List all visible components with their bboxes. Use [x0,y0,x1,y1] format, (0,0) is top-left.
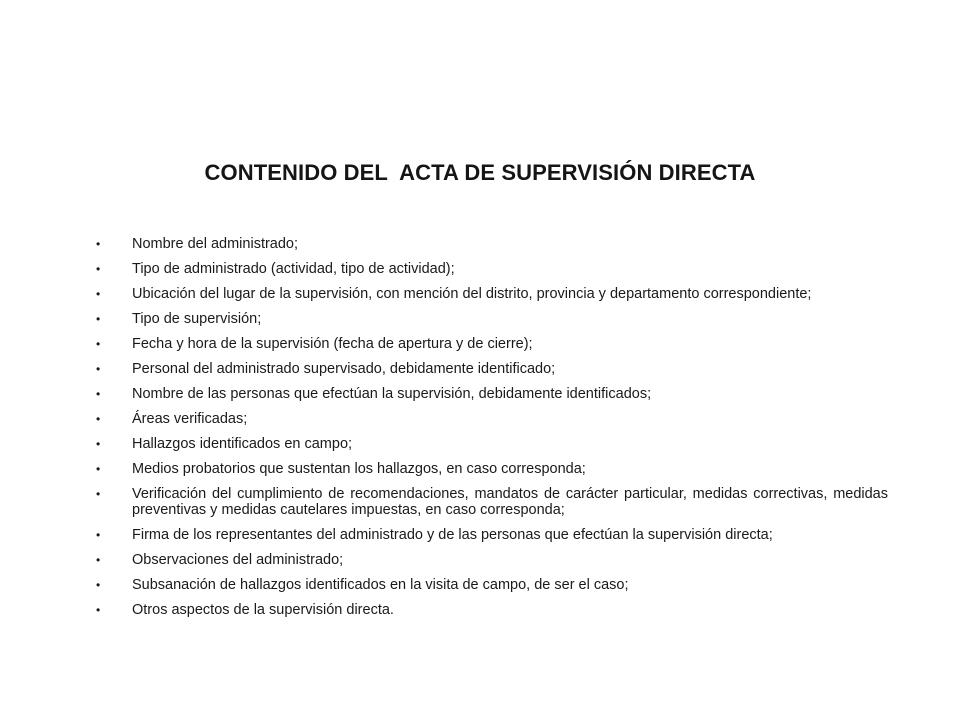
bullet-icon: • [96,603,101,617]
list-item-text: Verificación del cumplimiento de recomendaciones, mandatos de carácter particular, medidas correctivas, medidas preventivas y medidas cautelares impuestas, en caso corresponda; [132,486,888,518]
list-item-text: Nombre del administrado; [132,236,299,252]
list-item [96,311,888,327]
bullet-icon: • [96,487,101,501]
list-item-text: Subsanación de hallazgos identificados en la visita de campo, de ser el caso; [132,577,629,593]
bullet-icon: • [96,578,101,592]
bullet-icon: • [96,237,101,251]
bullet-icon: • [96,553,101,567]
list-item-text: Personal del administrado supervisado, debidamente identificado; [132,361,556,377]
bullet-icon: • [96,387,101,401]
bullet-icon: • [96,362,101,376]
list-item-text: Ubicación del lugar de la supervisión, con mención del distrito, provincia y departamento correspondiente; [132,286,812,302]
list-item [96,286,888,302]
bullet-icon: • [96,528,101,542]
list-item-text: Observaciones del administrado; [132,552,344,568]
bullet-icon: • [96,337,101,351]
list-item [96,602,888,618]
list-item [96,461,888,477]
bullet-icon: • [96,287,101,301]
list-item-text: Medios probatorios que sustentan los hallazgos, en caso corresponda; [132,461,586,477]
bullet-icon: • [96,437,101,451]
list-item [96,361,888,377]
list-item-text: Firma de los representantes del administrado y de las personas que efectúan la supervisión directa; [132,527,773,543]
list-item-text: Tipo de administrado (actividad, tipo de actividad); [132,261,455,277]
list-item-text: Hallazgos identificados en campo; [132,436,353,452]
list-item [96,486,888,518]
list-item [96,577,888,593]
list-item [96,261,888,277]
list-item [96,527,888,543]
bullet-icon: • [96,262,101,276]
list-item [96,386,888,402]
list-item-text: Nombre de las personas que efectúan la supervisión, debidamente identificados; [132,386,652,402]
bullet-list [96,236,888,627]
list-item-text: Áreas verificadas; [132,411,248,427]
list-item [96,236,888,252]
list-item [96,436,888,452]
list-item [96,552,888,568]
bullet-icon: • [96,312,101,326]
list-item [96,336,888,352]
list-item-text: Fecha y hora de la supervisión (fecha de apertura y de cierre); [132,336,533,352]
list-item [96,411,888,427]
bullet-icon: • [96,462,101,476]
slide-title: CONTENIDO DEL ACTA DE SUPERVISIÓN DIRECTA [204,160,756,185]
list-item-text: Tipo de supervisión; [132,311,262,327]
list-item-text: Otros aspectos de la supervisión directa. [132,602,394,618]
bullet-icon: • [96,412,101,426]
